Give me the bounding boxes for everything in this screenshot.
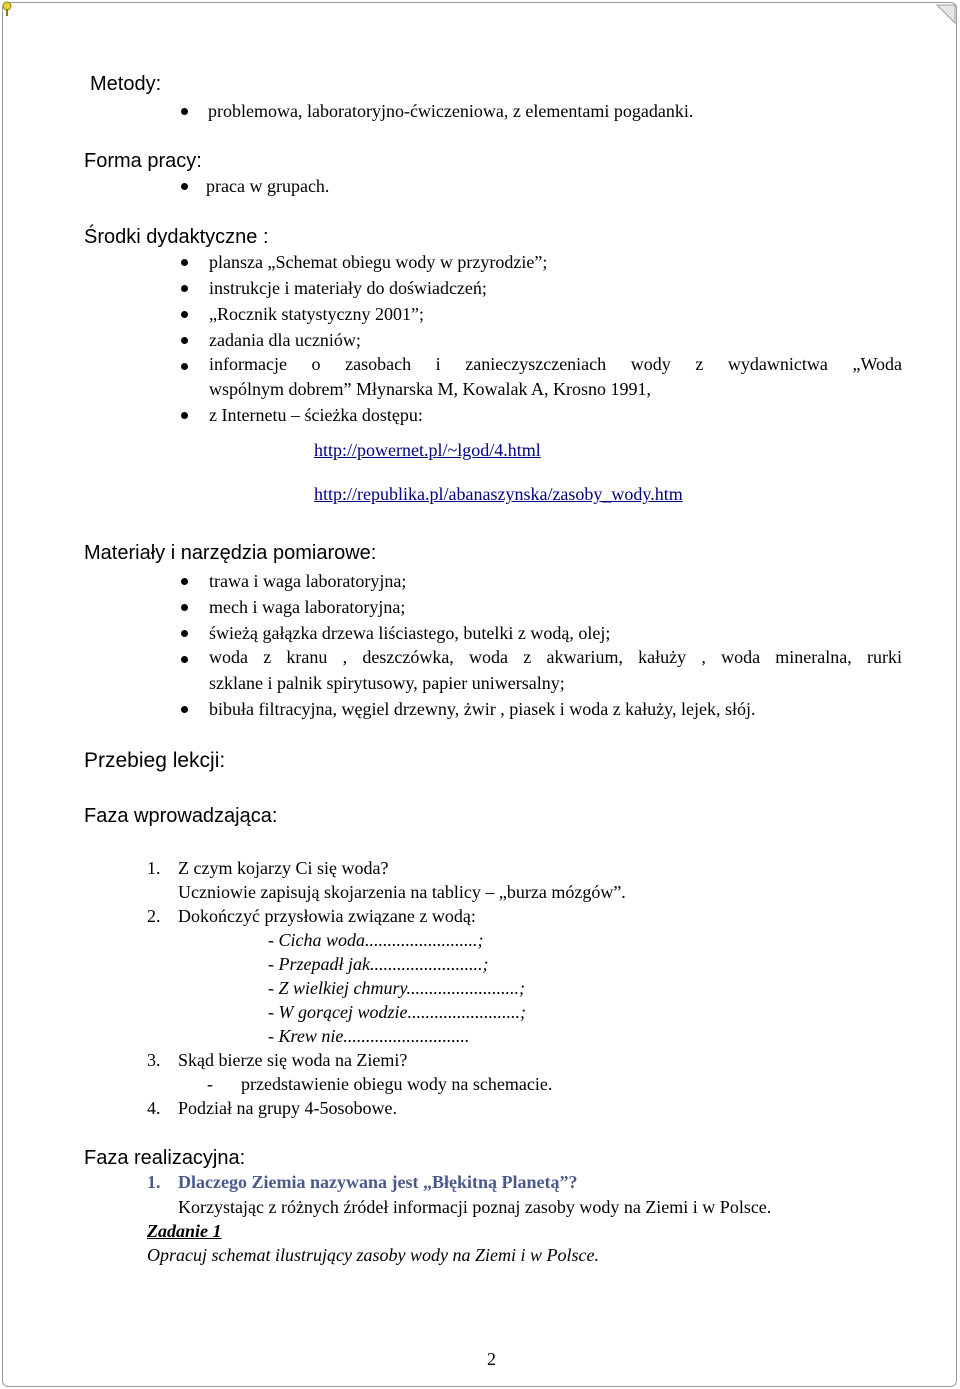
bullet-icon (181, 337, 188, 344)
step-number: 4. (147, 1098, 161, 1118)
proverb: - Z wielkiej chmury.........................; (268, 978, 525, 998)
methods-item: problemowa, laboratoryjno-ćwiczeniowa, z elementami pogadanki. (208, 101, 694, 121)
step-number: 2. (147, 906, 161, 926)
bullet-icon (181, 363, 188, 370)
realization-heading: Faza realizacyjna: (84, 1147, 246, 1169)
materials-item: woda z kranu , deszczówka, woda z akwarium, kałuży , woda mineralna, rurki (209, 647, 902, 667)
proverb: - Krew nie............................ (268, 1026, 470, 1046)
means-item: informacje o zasobach i zanieczyszczeniach wody z wydawnictwa „Woda (209, 354, 902, 374)
step-text: przedstawienie obiegu wody na schemacie. (241, 1074, 553, 1094)
proverb: - Przepadł jak.........................; (268, 954, 489, 974)
resource-link[interactable]: http://republika.pl/abanaszynska/zasoby_wody.htm (314, 484, 683, 504)
step-text: Dokończyć przysłowia związane z wodą: (178, 906, 476, 926)
materials-item-continuation: szklane i palnik spirytusowy, papier uniwersalny; (209, 673, 565, 693)
proverb: - W gorącej wodzie.........................; (268, 1002, 526, 1022)
means-item: instrukcje i materiały do doświadczeń; (209, 278, 487, 298)
step-text: Uczniowie zapisują skojarzenia na tablicy – „burza mózgów”. (178, 882, 626, 902)
bullet-icon (181, 259, 188, 266)
step-text: Podział na grupy 4-5osobowe. (178, 1098, 397, 1118)
bullet-icon (181, 183, 188, 190)
intro-heading: Faza wprowadzająca: (84, 805, 278, 827)
bullet-icon (181, 604, 188, 611)
materials-item: trawa i waga laboratoryjna; (209, 571, 407, 591)
materials-item: bibuła filtracyjna, węgiel drzewny, żwir , piasek i woda z kałuży, lejek, słój. (209, 699, 756, 719)
bullet-icon (181, 108, 188, 115)
page-number: 2 (487, 1349, 496, 1369)
step-text: Skąd bierze się woda na Ziemi? (178, 1050, 408, 1070)
form-heading: Forma pracy: (84, 150, 202, 172)
proverb: - Cicha woda.........................; (268, 930, 484, 950)
means-item: zadania dla uczniów; (209, 330, 361, 350)
means-heading: Środki dydaktyczne : (84, 226, 269, 248)
bullet-icon (181, 578, 188, 585)
task-text: Opracuj schemat ilustrujący zasoby wody na Ziemi i w Polsce. (147, 1245, 599, 1265)
means-item: z Internetu – ścieżka dostępu: (209, 405, 423, 425)
pin-icon (1, 1, 15, 17)
bullet-icon (181, 311, 188, 318)
resource-link[interactable]: http://powernet.pl/~lgod/4.html (314, 440, 541, 460)
materials-heading: Materiały i narzędzia pomiarowe: (84, 542, 377, 564)
methods-heading: Metody: (90, 73, 162, 95)
step-dash: - (207, 1074, 213, 1094)
materials-item: świeżą gałązka drzewa liściastego, butelki z wodą, olej; (209, 623, 611, 643)
question-text: Dlaczego Ziemia nazywana jest „Błękitną Planetą”? (178, 1172, 578, 1192)
lesson-heading: Przebieg lekcji: (84, 749, 226, 772)
step-text: Z czym kojarzy Ci się woda? (178, 858, 389, 878)
bullet-icon (181, 630, 188, 637)
bullet-icon (181, 706, 188, 713)
means-item: plansza „Schemat obiegu wody w przyrodzie”; (209, 252, 548, 272)
means-item-continuation: wspólnym dobrem” Młynarska M, Kowalak A, Krosno 1991, (209, 379, 651, 399)
means-item: „Rocznik statystyczny 2001”; (209, 304, 424, 324)
instruction-text: Korzystając z różnych źródeł informacji poznaj zasoby wody na Ziemi i w Polsce. (178, 1197, 772, 1217)
page-fold-icon (935, 3, 957, 25)
form-item: praca w grupach. (206, 176, 330, 196)
materials-item: mech i waga laboratoryjna; (209, 597, 406, 617)
bullet-icon (181, 285, 188, 292)
question-number: 1. (147, 1172, 161, 1192)
task-label: Zadanie 1 (147, 1221, 222, 1241)
bullet-icon (181, 412, 188, 419)
step-number: 1. (147, 858, 161, 878)
step-number: 3. (147, 1050, 161, 1070)
bullet-icon (181, 656, 188, 663)
